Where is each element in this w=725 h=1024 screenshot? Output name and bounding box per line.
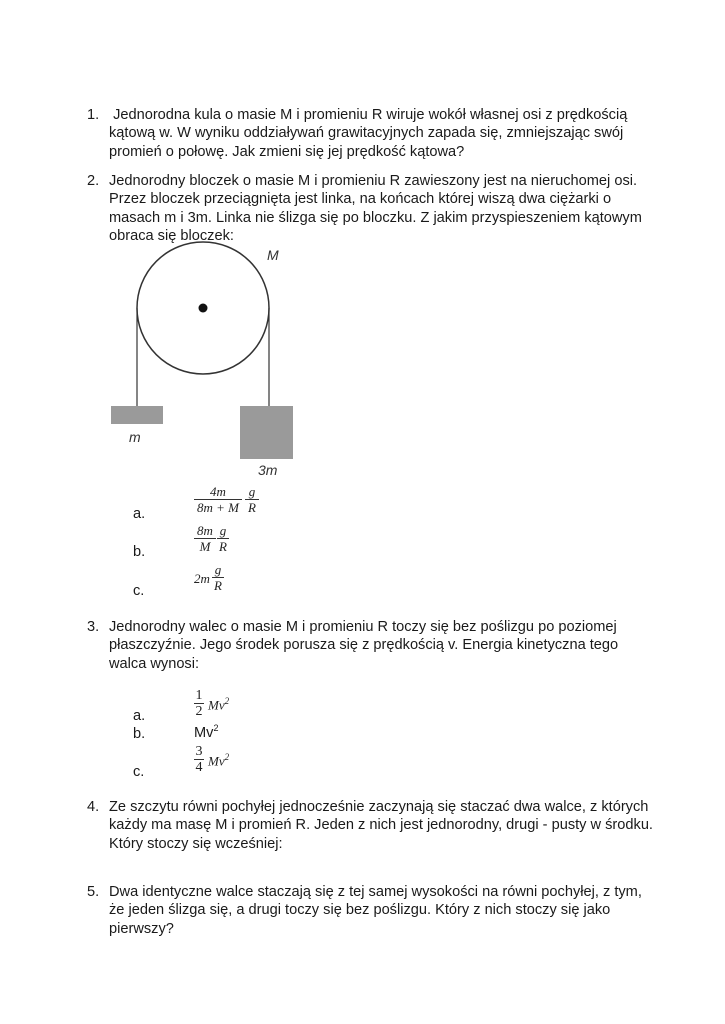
small-mass-label: m [129,429,141,445]
question-5 [87,883,647,938]
option-label: a. [133,708,146,724]
option-label: b. [133,544,146,560]
question-number: 4. [87,799,100,815]
exponent: 2 [224,696,230,706]
numerator: 3 [195,744,203,759]
expression [208,696,229,713]
question-number: 5. [87,884,100,900]
expression-base: Mv [208,753,225,769]
fraction [194,484,242,515]
question-text: Jednorodna kula o masie M i promieniu R wiruje wokół własnej osi z prędkością kątową w. W wyniku oddziaływań grawitacyjnych zapada się, zmniejszając swój promień o połowę. Jak zmieni się jej prędkość kątowa? [109,107,632,160]
question-text: Jednorodny walec o masie M i promieniu R toczy się bez poślizgu po poziomej płaszczyźnie. Jego środek porusza się z prędkością v. Energia kinetyczna tego walca wynosi: [109,619,619,672]
expression-base: Mv [208,697,225,713]
question-3 [87,618,647,673]
large-mass-block [240,406,293,459]
fraction [194,523,216,554]
option-label: a. [133,506,146,522]
question-text: Ze szczytu równi pochyłej jednocześnie zaczynają się staczać dwa walce, z których każdy ma masę M i promień R. Jeden z nich jest jednorodny, drugi - pusty w środku. Który stoczy się wcześniej: [109,799,653,852]
question-number: 3. [87,619,100,635]
small-mass-block [111,406,163,424]
fraction [212,562,224,593]
denominator: R [248,500,256,515]
option-label: c. [133,764,145,780]
denominator: 8m + M [197,500,239,515]
large-mass-label: 3m [258,462,278,478]
question-1 [87,106,647,161]
exponent: 2 [224,752,230,762]
denominator: 2 [195,704,203,719]
numerator: g [214,562,222,577]
denominator: 4 [195,760,203,775]
option-label: c. [133,583,145,599]
pulley-mass-label: M [267,247,279,263]
numerator: g [248,484,256,499]
fraction [194,688,204,719]
numerator: 8m [197,523,213,538]
question-number: 1. [87,107,100,123]
pulley-axle [199,304,208,313]
expression-base: Mv [194,724,214,741]
coefficient: 2m [194,571,210,586]
question-text: Jednorodny bloczek o masie M i promieniu R zawieszony jest na nieruchomej osi. Przez bloczek przeciągnięta jest linka, na końcach której wiszą dwa ciężarki o masach m i 3m. Linka nie ślizga się po bloczku. Z jakim przyspieszeniem kątowym obraca się bloczek: [109,173,642,244]
numerator: g [219,523,227,538]
option-label: b. [133,726,146,742]
numerator: 4m [210,484,226,499]
exponent: 2 [213,723,219,733]
question-number: 2. [87,173,100,189]
expression [208,752,229,769]
question-text: Dwa identyczne walce staczają się z tej samej wysokości na równi pochyłej, z tym, że jeden ślizga się, a drugi toczy się bez poślizgu. Który z nich stoczy się jako pierwszy? [109,884,642,937]
fraction [245,484,259,515]
fraction [217,523,229,554]
numerator: 1 [195,688,203,703]
question-4 [87,798,653,853]
expression [194,723,218,741]
fraction [194,744,204,775]
denominator: R [214,578,222,593]
denominator: R [219,539,227,554]
denominator: M [199,539,211,554]
question-2 [87,172,647,245]
